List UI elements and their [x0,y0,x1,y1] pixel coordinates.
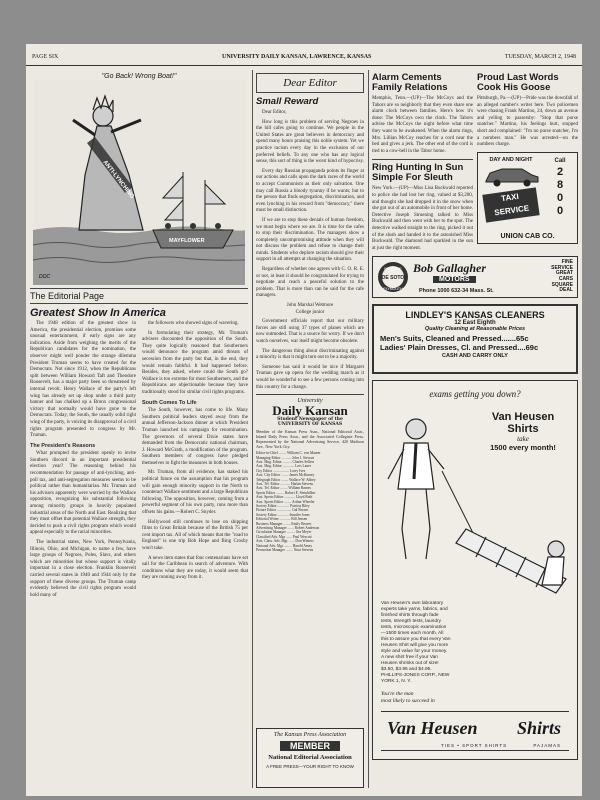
staff-line: Society Editor ............. Patricia Riley [256,504,310,509]
gallagher-motors: MOTORS [433,276,476,283]
news2-title: Ring Hunting In Sun Simple For Sleuth [372,159,473,183]
vh-tagline-2: most likely to succeed in [381,697,435,704]
slogan-line: DEAL [559,287,573,294]
letter-body [256,110,364,391]
taxi-sign-service: SERVICE [493,203,530,218]
letter-paragraph: If we are to stop these denials of human freedom, we must begin where we are. It is time for the cafes to stop their discrimination. The managers show a completely uncompromising attitude when they will not discuss the problem and refuse to change their minds. Students who deplore racism should give their support in all attempts at changing the situation. [256,217,364,263]
staff-line: Advertising Manager ....... Robert Anderson [256,526,320,531]
staff-line: Circulation Manager ......... Ora Meyer [256,530,312,535]
taxi-car-icon [482,165,542,187]
masthead [256,394,364,552]
page-header [26,52,582,66]
letter-signature: John Marshal Wetmore [286,303,334,309]
vh-logo [381,711,569,751]
vh-logo-sub: TIES • SPORT SHIRTS [441,743,508,749]
staff-line: Asst. Sports Editor ........ Arthur Wheeler [256,499,315,504]
staff-line: Sports Editor ......... Robert E. Steinhilber [256,490,316,495]
news3-title: Proud Last Words Cook His Goose [477,72,559,93]
news1-body: Memphis, Tenn.—(UP)—The McCoys and the Tabors are so neighborly that they even share one alarm clock between families. Here's how it's done: The McCoys own the clock. The Tabors advise the McCoys the night before what time they want to be awakened. When the alarm rings, Mrs. Lillian McCoy reaches for a cord near the bed and gives a jerk. The other end of the cord is tied to a cow-bell in the Tabor home. [372,96,473,154]
vh-logo-brand: Van Heusen [387,718,478,739]
main-editorial-col2 [142,321,248,602]
letter-paragraph: Every day Russian propaganda points its finger at our actions and calls upon the dark races of the world to accept Communism as their only salvation. One may call Russia a bloody tyranny if he wants; but to the person that finds segregation, discrimination, and even lynching in his reward from "democracy," there must be small distinction. [256,168,364,214]
editorial-subhead: South Comes To Life [142,399,197,406]
column-rule [368,70,369,788]
column-rule [252,70,253,788]
filler-paragraph: Someone has said it would be nice if Margaret Truman gave up opera for the wedding march as it would be wonderful to see a few persons coming into this country for a change. [256,364,364,390]
gallagher-name: Bob Gallagher [413,261,487,276]
dear-editor-header: Dear Editor [256,73,364,93]
vh-student-illustration [376,409,576,599]
slogan-line: GREAT [555,270,573,277]
middle-column [256,70,364,790]
badge-bottom: National Editorial Association [268,754,352,761]
badge-top: The Kansas Press Association [273,732,347,738]
slogan-line: SQUARE [551,281,573,288]
masthead-university: University [297,398,323,405]
cleaners-terms: CASH AND CARRY ONLY [442,353,508,360]
press-badge [256,728,364,788]
main-editorial-title: Greatest Show In America [30,307,166,319]
staff-line: Asst. Mng. Editor .......... Charles Sellers [256,459,315,464]
staff-line: Asst. Tel. Editor ........ William Barnes [256,486,311,491]
letter-paragraph: Regardless of whether one agrees with C. O. R. E. or not, at least it should be congratulated for trying to negotiate and reach a peaceful solution to the problem. That is more than can be said for the cafe managers. [256,267,364,299]
taxi-company: UNION CAB CO. [500,232,555,240]
vh-shirts: Shirts [507,423,539,436]
editorial-page-label: The Editorial Page [30,288,248,304]
main-editorial-col1 [30,321,136,602]
badge-member: MEMBER [280,741,340,751]
cleaners-price-2: Ladies' Plain Dresses, Cl. and Pressed....69c [380,343,539,353]
taxi-digit: 0 [556,204,564,217]
letter-title: Small Reward [256,96,319,107]
staff-line: Classified Adv. Mgr. ...... Paul Wescott [256,534,312,539]
editorial-paragraph: The industrial states, New York, Pennsylvania, Illinois, Ohio, and Michigan, to name a few, have large groups of Negroes, Poles, Slavs, and others which are minorities but whose support is vitally important in a close election. Franklin Roosevelt carried several states in 1940 and 1944 only by the support of these diverse groups. The Truman camp evidently believed the civil rights program would hold many of [30,540,136,598]
filler-paragraph: The dangerous thing about discriminating against a minority is that it might turn out to be a majority. [256,348,364,361]
staff-line: Managing Editor ........... John J. Stewart [256,455,314,460]
staff-line: Asst. City Editor ........ James McKinney [256,473,315,478]
taxi-digit: 0 [556,191,564,204]
ship-name: MAYFLOWER [169,238,205,244]
page-date: TUESDAY, MARCH 2, 1948 [504,54,576,60]
editorial-subhead: The President's Reasons [30,442,96,449]
staff-line: Editor-in-Chief ........ William C. von Maurer [256,451,321,456]
staff-line: Promotion Manager ........ Nora Stevens [256,548,314,553]
cleaners-price-1: Men's Suits, Cleaned and Pressed.......65c [380,334,529,344]
cleaners-name: LINDLEY'S KANSAS CLEANERS [405,310,545,321]
staff-line: City Editor .................. Lorry Ives [256,468,306,473]
cleaners-quality: Quality Cleaning at Reasonable Prices [424,326,526,333]
editorial-paragraph: Hollywood still continues to lose on shipping films to Great Britain because of the British 75 per cent import tax. All of which means that the "road to England" is one trip Bob Hope and Bing Crosby won't take. [142,519,248,551]
vh-logo-pajamas: PAJAMAS [533,743,561,749]
news-col-left [372,70,473,252]
editorial-paragraph: The 1948 edition of the greatest show in America, the presidential election, promises some unusual entertainment, if early signs are any indication. Aside from weighing the merits of the Republican candidates for the nomination, the observer might well ponder the strange dilemma President Truman seems to have created for the Democrats. Not since 1912, when the Republicans split between William Howard Taft and Theodore Roosevelt, has a major party been so threatened by internal revolt. Henry Wallace of the party's left wing has already set up shop under a third party banner and has chalked up a Bronx congressional victory that normally would have gone to the Democrats. Today, the South, the usually solid right wing of the party, is voicing its disapproval of a civil rights program presented to congress by Mr. Truman. [30,321,136,439]
slogan-line: SERVICE [551,264,573,271]
letter-salutation: Dear Editor, [262,110,287,115]
gallagher-slogan [535,260,573,294]
editorial-paragraph: The South, however, has come to life. Many Southern political leaders stayed away from the annual Jefferson-Jackson dinner at which President Truman launched his campaign for renomination. The governors of several Dixie states have demanded from the Democratic national chairman, J. Howard McGrath, a modification of the program. Southern members of congress have pledged themselves to fight the measures in both houses. [142,408,248,466]
staff-line: Asst. Tel. Editor ........... Harlan Stevens [256,482,313,486]
staff-line: Asst. Mng. Editor ............. Lois Lauer [256,464,311,469]
vh-logo-shirts: Shirts [516,718,561,739]
paper-name: UNIVERSITY DAILY KANSAN, LAWRENCE, KANSAS [222,54,372,60]
page-number: PAGE SIX [32,54,59,60]
editorial-paragraph: In formulating their strategy, Mr. Truman's advisers discounted the opposition of the South. They quite logically reasoned that Southerners would denounce the program amid threats of secession from the party but that, in the end, they would remain faithful. It had happened before. Besides, they asked, where could the South go? Wallace is too extreme for most Southerners, and the Republicans are objectionable because they have traditionally stood for similar civil rights programs. [142,330,248,395]
letter-paragraph: How long is this problem of serving Negroes in the hill cafes going to continue. We people in the United States are great believers in democracy and spend many hours praising this noble system. Yet we practice racism every day in the exclusion of our preferred beliefs. To any one who has any logical sense, this sort of thing is the worst kind of hypocrisy. [256,119,364,165]
gallagher-phone: Phone 1000 632-34 Mass. St. [419,288,494,295]
cartoon-sash-text: ANTI-LYNCHING [101,159,135,201]
badge-slogan: A FREE PRESS—YOUR RIGHT TO KNOW [266,764,354,769]
staff-line: Asst. Sports Editor ............ Lloyd Roth [256,495,313,500]
right-column [372,70,578,790]
editorial-paragraph: What prompted the president openly to invite Southern discord in an important presidential election year? The reasoning behind his recommendation for passage of anti-lynching, anti-poll tax, and anti-segregation measures seems to be political rather than humanitarian. Mr. Truman and his advisors apparently were worried by the Wallace opposition, recognizing his substantial following among minority groups in heavily populated industrial areas of the North and East. Realizing that they must offset that potential Wallace strength, they decided to push a civil rights program which would appeal especially to the racial minorities. [30,451,136,536]
staff-line: Society Editor ............ Jennifer Jones [256,512,310,517]
taxi-digit: 8 [556,178,564,191]
cleaners-ad [372,304,578,374]
news1-title: Alarm Cements Family Relations [372,72,448,93]
masthead-staff-list [256,451,364,552]
slogan-line: CARS [558,276,573,283]
slogan-line: FINE [561,259,573,266]
gallagher-ad [372,256,578,298]
seal-text-3: PLYMOUTH [383,287,403,292]
taxi-phone-number [546,166,574,218]
editorial-cartoon [33,80,245,285]
vh-headline: exams getting you down? [429,389,521,400]
taxi-ad [477,152,578,244]
masthead-tagline: Student Newspaper of the [277,417,343,423]
taxi-day-night: DAY AND NIGHT [489,156,533,163]
staff-line: Asst. Class. Adv. Mgr. ...... Don Winters [256,539,314,544]
letter-signature-title: College junior [295,309,325,315]
masthead-tagline2: UNIVERSITY OF KANSAS [277,422,343,428]
editorial-paragraph: the followers who showed signs of wavering. [148,321,239,326]
newspaper-page [26,44,582,796]
taxi-digit: 2 [556,165,564,178]
vanheusen-ad [372,380,578,760]
vh-take: take [517,435,529,444]
vh-tagline-1: You're the man [381,691,414,698]
editorial-paragraph: A news item states that four centenarians have set sail for the Caribbean in search of adventure. With conditions what they are today, it would seem that they are running away from it. [142,555,248,581]
news2-body: New York.—(UP)—Miss Lisa Buckwald reported to police she had lost her ring, valued at $3,200, and thought she had dropped it in the snow when she got out of an automobile in front of her home. Detective Joseph Struening talked to Miss Buckwald and then went with her to the spot. The detective walked straight to the ring, picked it out of the slush and handed it to the astonished Miss Buckwald. The diamond had sparkled in the sun at just the right moment. [372,186,473,251]
taxi-sign [482,187,539,222]
staff-line: Business Manager ........ Emily Beaver [256,521,312,526]
seal-text-2: DE SOTO [381,275,405,282]
desoto-seal-icon [376,260,410,294]
news3-body: Pittsburgh, Pa.—(UP)—Pride was the downfall of an alleged number's writer here. Two policemen were chasing Frank Martino, 24, down an avenue and yelling to passersby: "Stop that purse snatcher." Martino, his feelings hurt, stopped short and complained: "I'm no purse snatcher, I'm a numbers man." He was arrested—on the numbers charge. [477,96,578,148]
taxi-call: Call [554,157,566,164]
seal-text-1: BE SURE [384,266,402,272]
filler-paragraph: Government officials report that our military forces are still using 37 types of planes which are now outmoded. That is a source for worry. If we don't watch ourselves, war itself might become obsolete. [256,319,364,344]
vh-tests: 1500 every month! [490,443,556,453]
vh-brand: Van Heusen [491,411,555,424]
cartoon-signature: DOC [39,274,51,280]
taxi-sign-word: TAXI [500,191,520,204]
news-col-right [477,70,578,252]
masthead-name: Daily Kansan [272,403,348,419]
staff-line: Picture Editor ................ Gal Brown [256,508,309,513]
masthead-info: Member of the Kansas Press Assn., National Editorial Assn., Inland Daily Press Assn., and the Associated Collegiate Press. Represented by the National Advertising Service, 420 Madison Ave., New York City. [256,429,364,450]
staff-line: National Adv. Mgr. ........ Harold Amey [256,543,313,548]
editorial-paragraph: Mr. Truman, from all evidence, has staked his political future on the assumption that his program will gain enough minority support in the North to counteract Wallace sentiment and a large Republican following. The opposition, however, coming from a powerful segment of his own party, runs more than offsets his gains.—Robert C. Snyder. [142,470,248,516]
cartoon-caption: "Go Back! Wrong Boat!" [101,73,177,80]
staff-line: Editorial Writer ............ Bill Jensen [256,517,308,522]
vh-body: Van Heusen's own laboratory experts take yarns, fabrics, and finished shirts through fade tests, strength tests, laundry tests, microscopic examination—1500 times each month. All this to assure you that every Van Heusen Shirt will give you more style and value for your money. A new shirt free if your Van Heusen shrinks out of size! $3.50, $3.95 and $4.95. PHILLIPS-JONES CORP., NEW YORK 1, N. Y. [381,601,451,685]
vh-tagline [381,691,481,704]
staff-line: Telegraph Editor ........ Wallace W. Abbey [256,477,316,482]
cleaners-address: 12 East Eighth [454,320,496,327]
left-column [30,70,248,790]
